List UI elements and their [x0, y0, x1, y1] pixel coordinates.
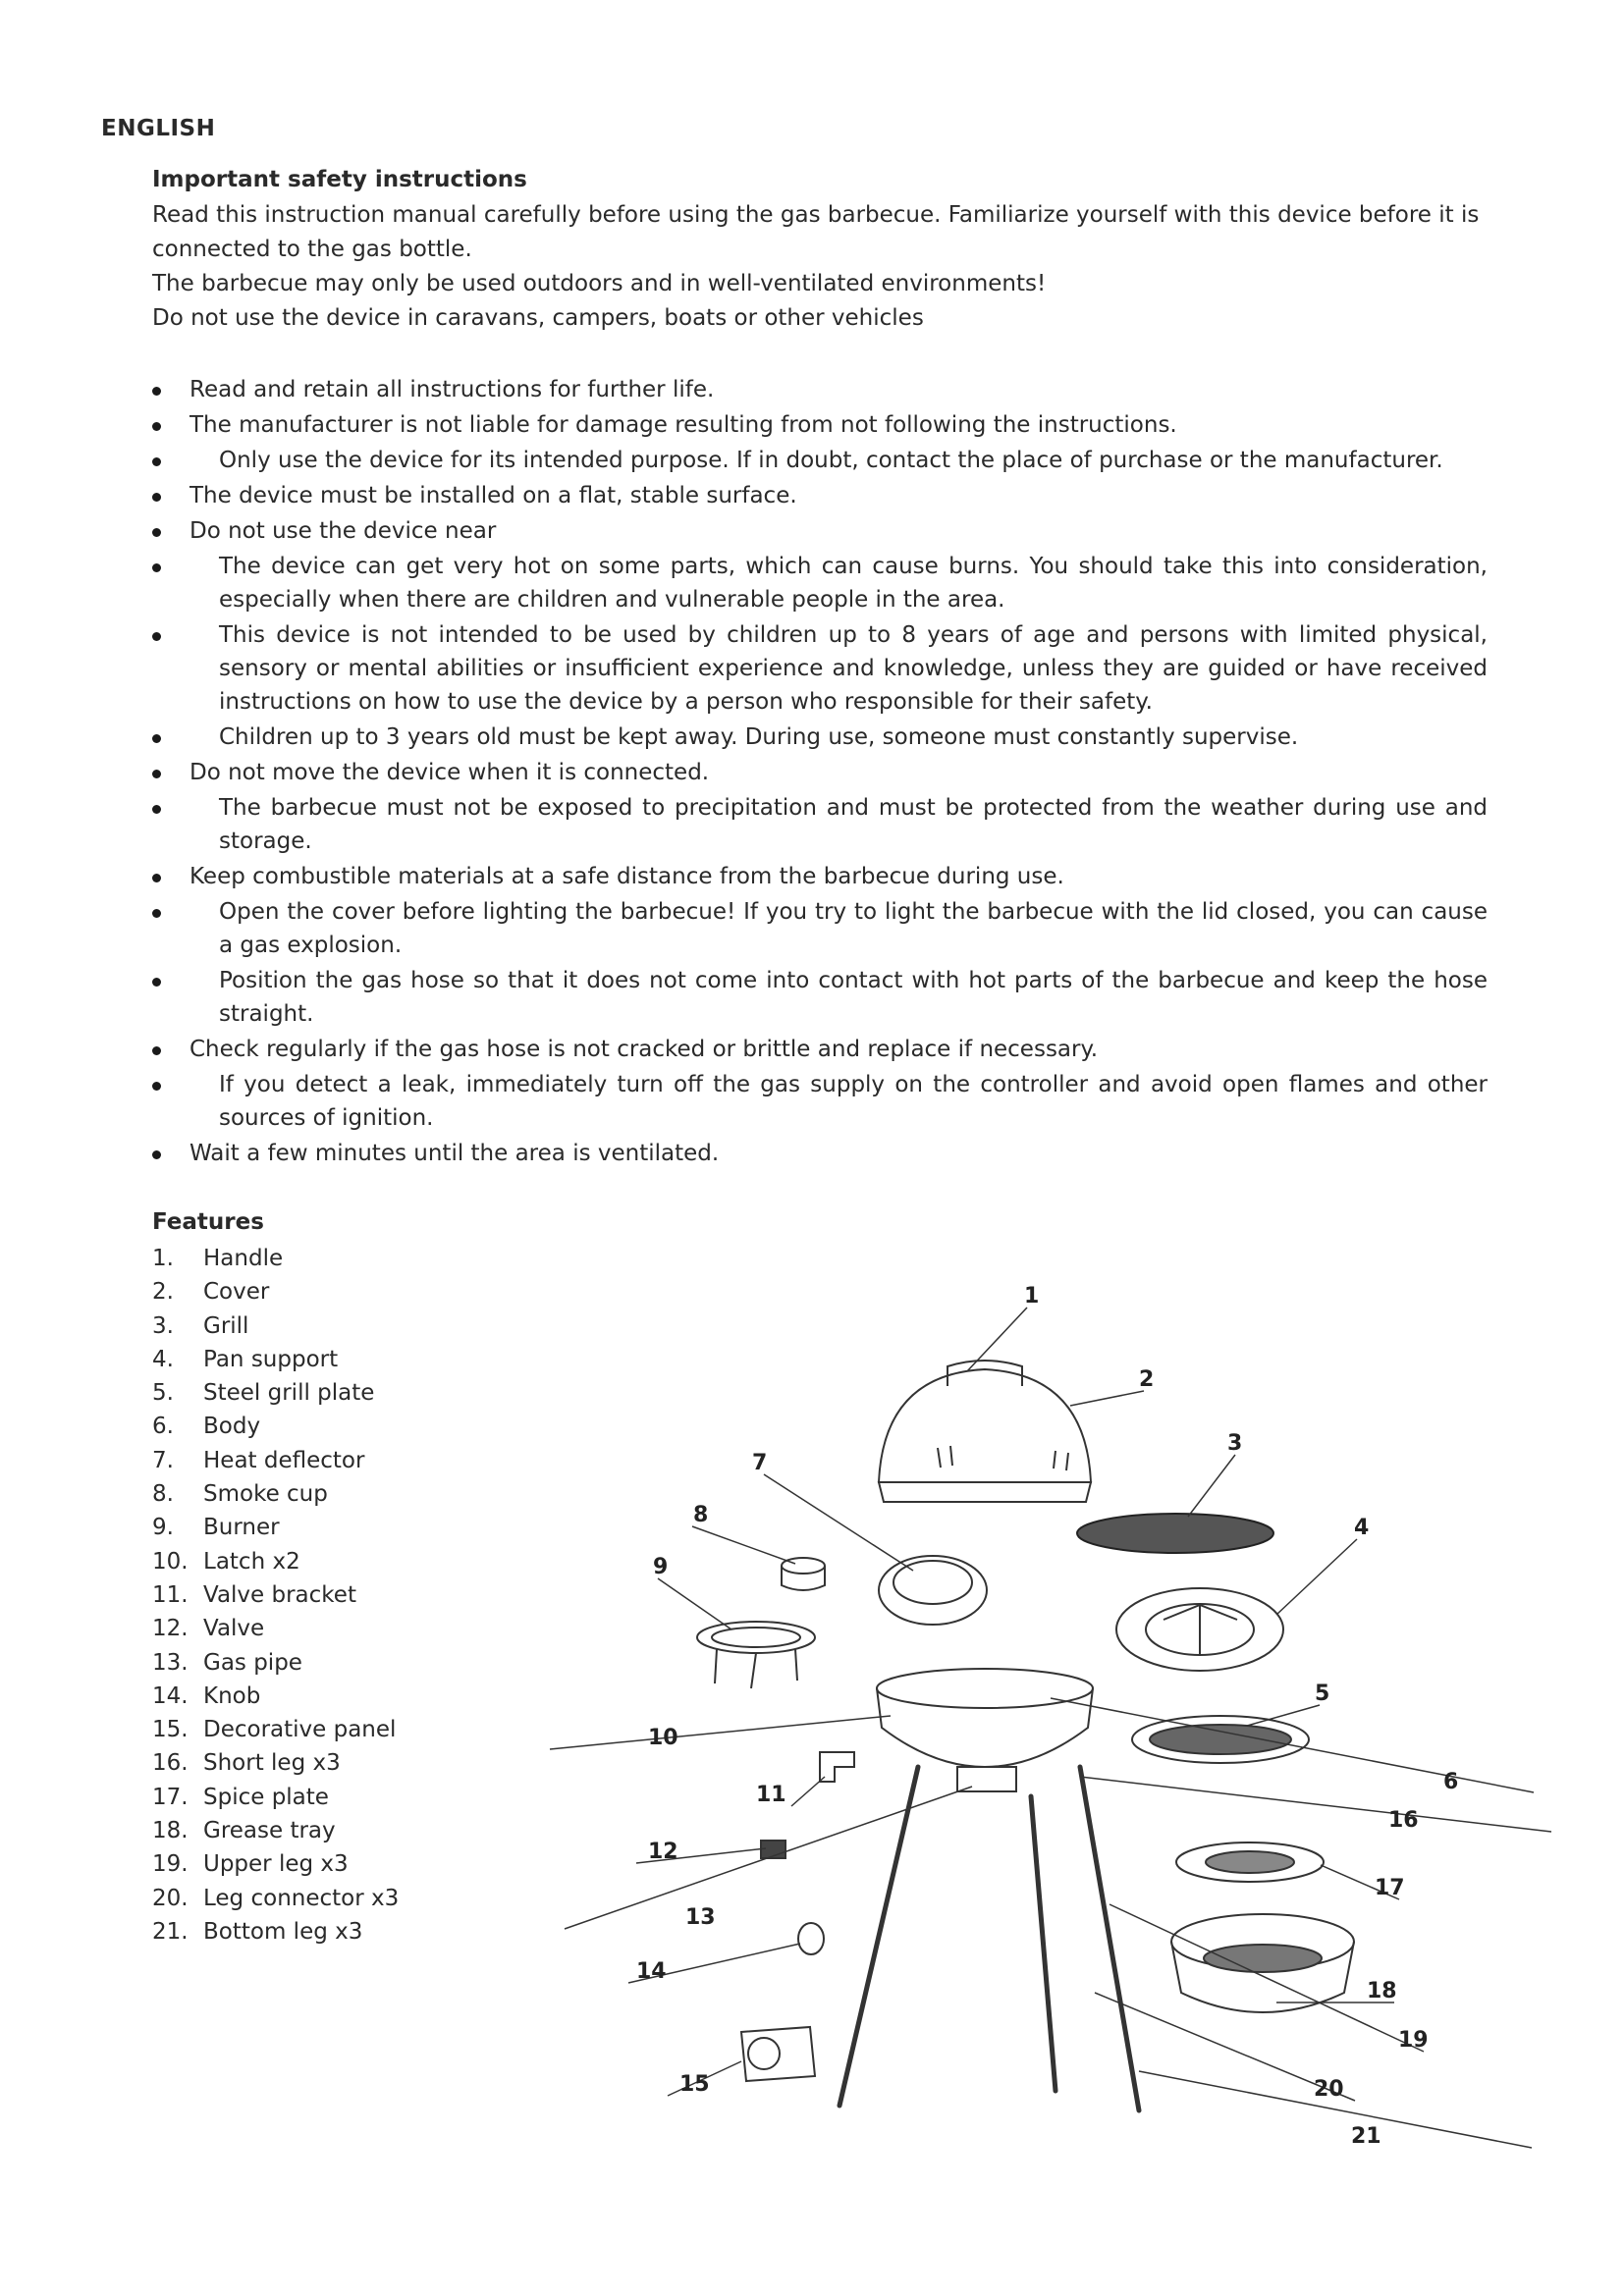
feature-item: 18. Grease tray: [152, 1818, 336, 1844]
callout-label: 15: [679, 2072, 710, 2097]
callout-label: 3: [1227, 1431, 1243, 1456]
decorative-panel-drawing: [741, 2027, 815, 2081]
callout-label: 12: [648, 1840, 678, 1864]
callout-label: 2: [1139, 1367, 1155, 1392]
smoke-cup-drawing: [782, 1558, 825, 1590]
bullet-item: Open the cover before lighting the barbecue! If you try to light the barbecue with the lid closed, you can cause a gas explosion.: [152, 895, 1488, 962]
bullet-item: Do not use the device near: [152, 514, 1488, 548]
bullet-item: Only use the device for its intended purpose. If in doubt, contact the place of purchase or the manufacturer.: [152, 444, 1488, 477]
feature-item: 16. Short leg x3: [152, 1750, 341, 1777]
feature-item: 9. Burner: [152, 1515, 280, 1541]
callout-label: 8: [693, 1503, 709, 1527]
callout-label: 20: [1314, 2077, 1344, 2102]
callout-label: 5: [1315, 1682, 1330, 1706]
cover-drawing: [879, 1361, 1091, 1502]
grill-plate-drawing: [1132, 1716, 1309, 1763]
callout-label: 19: [1398, 2028, 1429, 2053]
feature-item: 20. Leg connector x3: [152, 1885, 400, 1911]
exploded-view-diagram: [540, 1256, 1561, 2179]
callout-label: 16: [1388, 1808, 1419, 1833]
callout-label: 11: [756, 1783, 786, 1807]
intro-paragraph: The barbecue may only be used outdoors and in well-ventilated environments!: [152, 271, 1047, 296]
spice-plate-drawing: [1176, 1842, 1324, 1882]
bullet-item: Position the gas hose so that it does not come into contact with hot parts of the barbecue and keep the hose straight.: [152, 964, 1488, 1031]
callout-label: 7: [752, 1451, 768, 1475]
feature-item: 15. Decorative panel: [152, 1717, 397, 1743]
bullet-item: Check regularly if the gas hose is not cracked or brittle and replace if necessary.: [152, 1033, 1488, 1066]
callout-label: 18: [1367, 1979, 1397, 2003]
features-list: [152, 1242, 399, 1949]
callout-label: 4: [1354, 1516, 1370, 1540]
legs-drawing: [839, 1767, 1139, 2110]
safety-intro: [152, 198, 1488, 336]
callout-label: 21: [1351, 2124, 1381, 2149]
feature-item: 21. Bottom leg x3: [152, 1918, 363, 1945]
feature-item: 19. Upper leg x3: [152, 1851, 349, 1878]
feature-item: 8. Smoke cup: [152, 1481, 328, 1508]
grease-tray-drawing: [1171, 1914, 1354, 2012]
bullet-item: Keep combustible materials at a safe distance from the barbecue during use.: [152, 860, 1488, 893]
feature-item: 5. Steel grill plate: [152, 1380, 375, 1407]
heat-deflector-drawing: [879, 1556, 987, 1625]
bullet-item: The barbecue must not be exposed to precipitation and must be protected from the weather during use and storage.: [152, 791, 1488, 858]
feature-item: 3. Grill: [152, 1312, 249, 1339]
knob-drawing: [798, 1923, 824, 1954]
feature-item: 17. Spice plate: [152, 1784, 329, 1810]
callout-label: 1: [1024, 1284, 1040, 1308]
grill-drawing: [1077, 1514, 1273, 1553]
bullet-item: This device is not intended to be used by children up to 8 years of age and persons with limited physical, sensory or mental abilities or insufficient experience and knowledge, unless they are guided or have received instructions on how to use the device by a person who responsible for their safety.: [152, 618, 1488, 719]
body-drawing: [877, 1669, 1093, 1791]
feature-item: 6. Body: [152, 1414, 261, 1440]
features-title: Features: [152, 1209, 264, 1235]
page-language-heading: ENGLISH: [101, 116, 216, 141]
feature-item: 4. Pan support: [152, 1346, 339, 1372]
callout-label: 9: [653, 1555, 669, 1579]
callout-label: 13: [685, 1905, 716, 1930]
bullet-item: Children up to 3 years old must be kept away. During use, someone must constantly supervise.: [152, 721, 1488, 754]
feature-item: 11. Valve bracket: [152, 1581, 356, 1608]
bullet-item: The device must be installed on a flat, stable surface.: [152, 479, 1488, 512]
feature-item: 2. Cover: [152, 1279, 270, 1306]
feature-item: 10. Latch x2: [152, 1548, 300, 1575]
burner-drawing: [697, 1622, 815, 1688]
bullet-item: Do not move the device when it is connected.: [152, 756, 1488, 789]
intro-paragraph: Read this instruction manual carefully before using the gas barbecue. Familiarize yourself with this device before it is connected to the gas bottle.: [152, 202, 1480, 262]
safety-bullet-list: [152, 373, 1488, 1172]
bullet-item: Wait a few minutes until the area is ventilated.: [152, 1137, 1488, 1170]
intro-paragraph: Do not use the device in caravans, campers, boats or other vehicles: [152, 305, 924, 331]
feature-item: 14. Knob: [152, 1682, 261, 1709]
feature-item: 1. Handle: [152, 1246, 284, 1271]
bullet-item: Read and retain all instructions for further life.: [152, 373, 1488, 406]
callout-label: 14: [636, 1959, 667, 1984]
feature-item: 13. Gas pipe: [152, 1649, 302, 1676]
bullet-item: If you detect a leak, immediately turn off the gas supply on the controller and avoid open flames and other sources of ignition.: [152, 1068, 1488, 1135]
feature-item: 12. Valve: [152, 1616, 265, 1642]
callout-label: 6: [1443, 1770, 1459, 1794]
callout-label: 17: [1375, 1876, 1405, 1900]
callout-label: 10: [648, 1726, 678, 1750]
bullet-item: The manufacturer is not liable for damage resulting from not following the instructions.: [152, 408, 1488, 442]
bullet-item: The device can get very hot on some parts, which can cause burns. You should take this into consideration, especially when there are children and vulnerable people in the area.: [152, 550, 1488, 616]
safety-title: Important safety instructions: [152, 167, 527, 192]
pan-support-drawing: [1116, 1588, 1283, 1671]
feature-item: 7. Heat deflector: [152, 1447, 365, 1473]
